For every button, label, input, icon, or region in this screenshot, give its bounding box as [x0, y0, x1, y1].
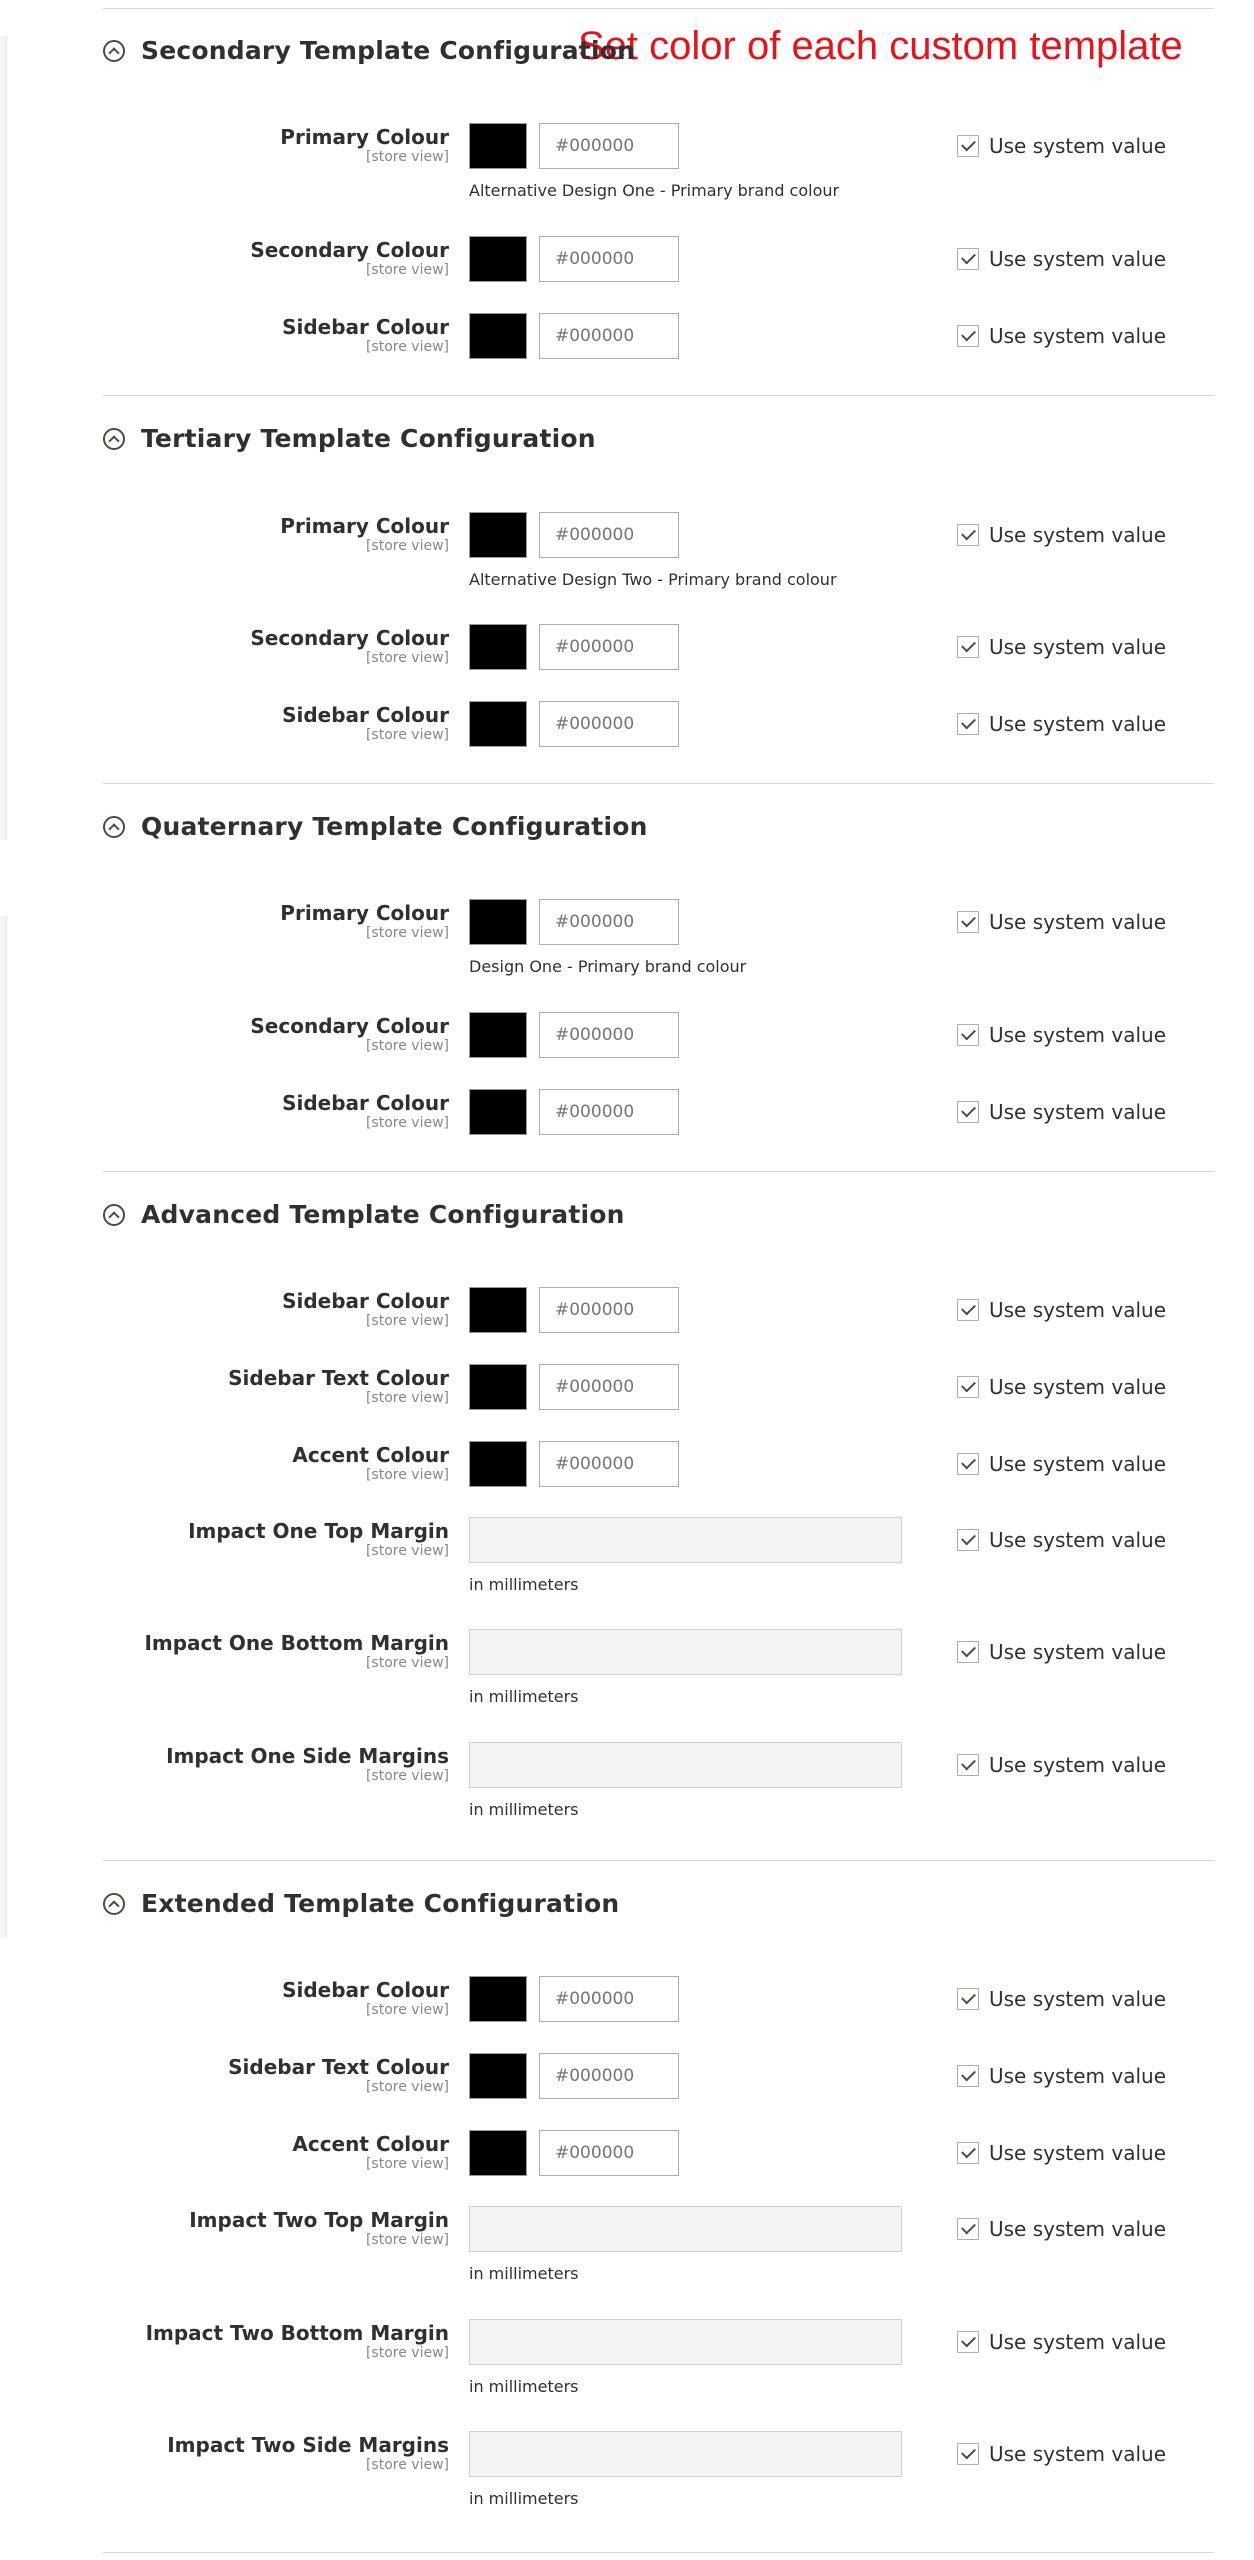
checkbox-checked-icon[interactable]: [957, 2218, 979, 2240]
section-title: Extended Template Configuration: [141, 1888, 620, 1918]
field-row-sidebar-text-colour: [0, 1364, 1254, 1410]
field-note: Alternative Design Two - Primary brand colour: [469, 570, 837, 589]
hex-color-input[interactable]: [539, 701, 679, 747]
scope-label: [store view]: [365, 339, 449, 355]
field-note: in millimeters: [469, 2377, 579, 2396]
checkbox-checked-icon[interactable]: [957, 1376, 979, 1398]
scope-label: [store view]: [365, 1467, 449, 1483]
use-system-value-toggle[interactable]: [957, 247, 1166, 271]
hex-color-input[interactable]: [539, 2053, 679, 2099]
use-system-value-label: Use system value: [989, 2217, 1167, 2241]
chevron-up-icon[interactable]: [103, 40, 125, 62]
field-label: Secondary Colour: [250, 238, 449, 262]
use-system-value-toggle[interactable]: [957, 1987, 1166, 2011]
use-system-value-toggle[interactable]: [957, 1023, 1166, 1047]
field-row-sidebar-colour: [0, 701, 1254, 747]
section-divider: [103, 2552, 1214, 2553]
checkbox-checked-icon[interactable]: [957, 713, 979, 735]
use-system-value-label: Use system value: [989, 324, 1167, 348]
field-row-impact-one-side-margins: [0, 1742, 1254, 1819]
use-system-value-label: Use system value: [989, 1100, 1167, 1124]
scope-label: [store view]: [365, 1655, 449, 1671]
scope-label: [store view]: [365, 1038, 449, 1054]
field-label: Impact One Bottom Margin: [144, 1631, 449, 1655]
checkbox-checked-icon[interactable]: [957, 1988, 979, 2010]
checkbox-checked-icon[interactable]: [957, 911, 979, 933]
use-system-value-toggle[interactable]: [957, 523, 1166, 547]
use-system-value-label: Use system value: [989, 523, 1167, 547]
use-system-value-label: Use system value: [989, 1987, 1167, 2011]
field-label: Impact One Top Margin: [188, 1519, 449, 1543]
hex-color-input[interactable]: [539, 313, 679, 359]
field-row-sidebar-colour: [0, 1976, 1254, 2022]
checkbox-checked-icon[interactable]: [957, 1101, 979, 1123]
scope-label: [store view]: [365, 1543, 449, 1559]
color-swatch[interactable]: [469, 701, 527, 747]
checkbox-checked-icon[interactable]: [957, 524, 979, 546]
scope-label: [store view]: [365, 262, 449, 278]
field-label: Impact Two Bottom Margin: [145, 2321, 449, 2345]
top-divider: [103, 8, 1214, 9]
use-system-value-label: Use system value: [989, 2442, 1167, 2466]
field-label: Sidebar Text Colour: [228, 2055, 449, 2079]
hex-color-input[interactable]: [539, 1364, 679, 1410]
scope-label: [store view]: [365, 2079, 449, 2095]
use-system-value-label: Use system value: [989, 635, 1167, 659]
margin-input[interactable]: [469, 2319, 902, 2365]
use-system-value-toggle[interactable]: [957, 2064, 1166, 2088]
color-swatch[interactable]: [469, 1364, 527, 1410]
section-header[interactable]: [103, 418, 596, 458]
use-system-value-label: Use system value: [989, 2064, 1167, 2088]
checkbox-checked-icon[interactable]: [957, 1299, 979, 1321]
field-row-impact-two-side-margins: [0, 2431, 1254, 2508]
use-system-value-label: Use system value: [989, 1528, 1167, 1552]
checkbox-checked-icon[interactable]: [957, 2142, 979, 2164]
scope-label: [store view]: [365, 925, 449, 941]
use-system-value-toggle[interactable]: [957, 910, 1166, 934]
color-swatch[interactable]: [469, 1287, 527, 1333]
color-swatch[interactable]: [469, 512, 527, 558]
section-divider: [103, 395, 1214, 396]
scope-label: [store view]: [365, 2457, 449, 2473]
hex-color-input[interactable]: [539, 1012, 679, 1058]
field-label: Sidebar Colour: [282, 1978, 449, 2002]
checkbox-checked-icon[interactable]: [957, 248, 979, 270]
use-system-value-toggle[interactable]: [957, 134, 1166, 158]
annotation-text: Set color of each custom template: [578, 24, 1183, 68]
color-swatch[interactable]: [469, 2130, 527, 2176]
scope-label: [store view]: [365, 727, 449, 743]
field-row-accent-colour: [0, 2130, 1254, 2176]
scope-label: [store view]: [365, 2156, 449, 2172]
color-swatch[interactable]: [469, 1976, 527, 2022]
scope-label: [store view]: [365, 1313, 449, 1329]
scope-label: [store view]: [365, 650, 449, 666]
use-system-value-label: Use system value: [989, 2330, 1167, 2354]
section-title: Quaternary Template Configuration: [141, 811, 648, 841]
use-system-value-label: Use system value: [989, 1023, 1167, 1047]
checkbox-checked-icon[interactable]: [957, 2065, 979, 2087]
field-note: in millimeters: [469, 2264, 579, 2283]
field-row-primary-colour: [0, 899, 1254, 976]
use-system-value-toggle[interactable]: [957, 1640, 1166, 1664]
field-label: Sidebar Colour: [282, 1289, 449, 1313]
scope-label: [store view]: [365, 2345, 449, 2361]
hex-color-input[interactable]: [539, 2130, 679, 2176]
checkbox-checked-icon[interactable]: [957, 325, 979, 347]
color-swatch[interactable]: [469, 899, 527, 945]
use-system-value-label: Use system value: [989, 134, 1167, 158]
use-system-value-label: Use system value: [989, 1298, 1167, 1322]
hex-color-input[interactable]: [539, 624, 679, 670]
use-system-value-toggle[interactable]: [957, 2141, 1166, 2165]
hex-color-input[interactable]: [539, 1287, 679, 1333]
field-row-sidebar-colour: [0, 1089, 1254, 1135]
use-system-value-toggle[interactable]: [957, 2442, 1166, 2466]
scope-label: [store view]: [365, 2232, 449, 2248]
field-label: Sidebar Colour: [282, 703, 449, 727]
checkbox-checked-icon[interactable]: [957, 1754, 979, 1776]
scope-label: [store view]: [365, 149, 449, 165]
margin-input[interactable]: [469, 1742, 902, 1788]
field-label: Sidebar Text Colour: [228, 1366, 449, 1390]
section-header[interactable]: [103, 1883, 619, 1923]
section-header[interactable]: [103, 1194, 625, 1234]
hex-color-input[interactable]: [539, 899, 679, 945]
field-label: Accent Colour: [292, 1443, 449, 1467]
hex-color-input[interactable]: [539, 123, 679, 169]
checkbox-checked-icon[interactable]: [957, 1529, 979, 1551]
field-note: in millimeters: [469, 1800, 579, 1819]
field-row-secondary-colour: [0, 1012, 1254, 1058]
section-title: Secondary Template Configuration: [141, 35, 636, 65]
section-header[interactable]: [103, 806, 648, 846]
field-row-impact-one-top-margin: [0, 1517, 1254, 1594]
field-row-primary-colour: [0, 123, 1254, 200]
color-swatch[interactable]: [469, 624, 527, 670]
use-system-value-label: Use system value: [989, 247, 1167, 271]
field-row-impact-one-bottom-margin: [0, 1629, 1254, 1706]
color-swatch[interactable]: [469, 123, 527, 169]
use-system-value-toggle[interactable]: [957, 2330, 1166, 2354]
scope-label: [store view]: [365, 538, 449, 554]
field-label: Accent Colour: [292, 2132, 449, 2156]
checkbox-checked-icon[interactable]: [957, 1641, 979, 1663]
color-swatch[interactable]: [469, 1089, 527, 1135]
field-row-impact-two-bottom-margin: [0, 2319, 1254, 2396]
hex-color-input[interactable]: [539, 1441, 679, 1487]
use-system-value-toggle[interactable]: [957, 1298, 1166, 1322]
margin-input[interactable]: [469, 1517, 902, 1563]
field-label: Sidebar Colour: [282, 1091, 449, 1115]
margin-input[interactable]: [469, 1629, 902, 1675]
hex-color-input[interactable]: [539, 1976, 679, 2022]
use-system-value-toggle[interactable]: [957, 635, 1166, 659]
color-swatch[interactable]: [469, 236, 527, 282]
margin-input[interactable]: [469, 2431, 902, 2477]
field-label: Impact One Side Margins: [166, 1744, 449, 1768]
chevron-up-icon[interactable]: [103, 1893, 125, 1915]
section-header[interactable]: [103, 30, 635, 70]
color-swatch[interactable]: [469, 313, 527, 359]
use-system-value-label: Use system value: [989, 712, 1167, 736]
use-system-value-toggle[interactable]: [957, 324, 1166, 348]
field-label: Primary Colour: [280, 125, 449, 149]
field-row-sidebar-colour: [0, 1287, 1254, 1333]
use-system-value-label: Use system value: [989, 1452, 1167, 1476]
use-system-value-toggle[interactable]: [957, 712, 1166, 736]
field-label: Sidebar Colour: [282, 315, 449, 339]
section-divider: [103, 1171, 1214, 1172]
use-system-value-toggle[interactable]: [957, 1753, 1166, 1777]
field-row-secondary-colour: [0, 236, 1254, 282]
checkbox-checked-icon[interactable]: [957, 1024, 979, 1046]
use-system-value-toggle[interactable]: [957, 1452, 1166, 1476]
field-label: Impact Two Side Margins: [167, 2433, 449, 2457]
field-row-accent-colour: [0, 1441, 1254, 1487]
field-note: in millimeters: [469, 1575, 579, 1594]
field-row-primary-colour: [0, 512, 1254, 589]
field-row-impact-two-top-margin: [0, 2206, 1254, 2283]
use-system-value-label: Use system value: [989, 1375, 1167, 1399]
checkbox-checked-icon[interactable]: [957, 1453, 979, 1475]
section-divider: [103, 1860, 1214, 1861]
scope-label: [store view]: [365, 2002, 449, 2018]
use-system-value-toggle[interactable]: [957, 1375, 1166, 1399]
checkbox-checked-icon[interactable]: [957, 135, 979, 157]
section-title: Tertiary Template Configuration: [141, 423, 596, 453]
field-note: in millimeters: [469, 1687, 579, 1706]
checkbox-checked-icon[interactable]: [957, 2331, 979, 2353]
field-note: Design One - Primary brand colour: [469, 957, 747, 976]
field-label: Secondary Colour: [250, 626, 449, 650]
hex-color-input[interactable]: [539, 1089, 679, 1135]
hex-color-input[interactable]: [539, 236, 679, 282]
use-system-value-label: Use system value: [989, 2141, 1167, 2165]
use-system-value-label: Use system value: [989, 910, 1167, 934]
section-title: Advanced Template Configuration: [141, 1199, 625, 1229]
checkbox-checked-icon[interactable]: [957, 2443, 979, 2465]
use-system-value-toggle[interactable]: [957, 2217, 1166, 2241]
scope-label: [store view]: [365, 1115, 449, 1131]
use-system-value-label: Use system value: [989, 1753, 1167, 1777]
field-row-secondary-colour: [0, 624, 1254, 670]
field-note: Alternative Design One - Primary brand colour: [469, 181, 840, 200]
margin-input[interactable]: [469, 2206, 902, 2252]
color-swatch[interactable]: [469, 2053, 527, 2099]
color-swatch[interactable]: [469, 1441, 527, 1487]
field-label: Secondary Colour: [250, 1014, 449, 1038]
chevron-up-icon[interactable]: [103, 1204, 125, 1226]
field-label: Primary Colour: [280, 514, 449, 538]
use-system-value-label: Use system value: [989, 1640, 1167, 1664]
use-system-value-toggle[interactable]: [957, 1100, 1166, 1124]
scope-label: [store view]: [365, 1768, 449, 1784]
field-label: Impact Two Top Margin: [189, 2208, 449, 2232]
checkbox-checked-icon[interactable]: [957, 636, 979, 658]
section-divider: [103, 783, 1214, 784]
scope-label: [store view]: [365, 1390, 449, 1406]
color-swatch[interactable]: [469, 1012, 527, 1058]
field-note: in millimeters: [469, 2489, 579, 2508]
field-label: Primary Colour: [280, 901, 449, 925]
use-system-value-toggle[interactable]: [957, 1528, 1166, 1552]
chevron-up-icon[interactable]: [103, 428, 125, 450]
hex-color-input[interactable]: [539, 512, 679, 558]
field-row-sidebar-text-colour: [0, 2053, 1254, 2099]
chevron-up-icon[interactable]: [103, 816, 125, 838]
field-row-sidebar-colour: [0, 313, 1254, 359]
